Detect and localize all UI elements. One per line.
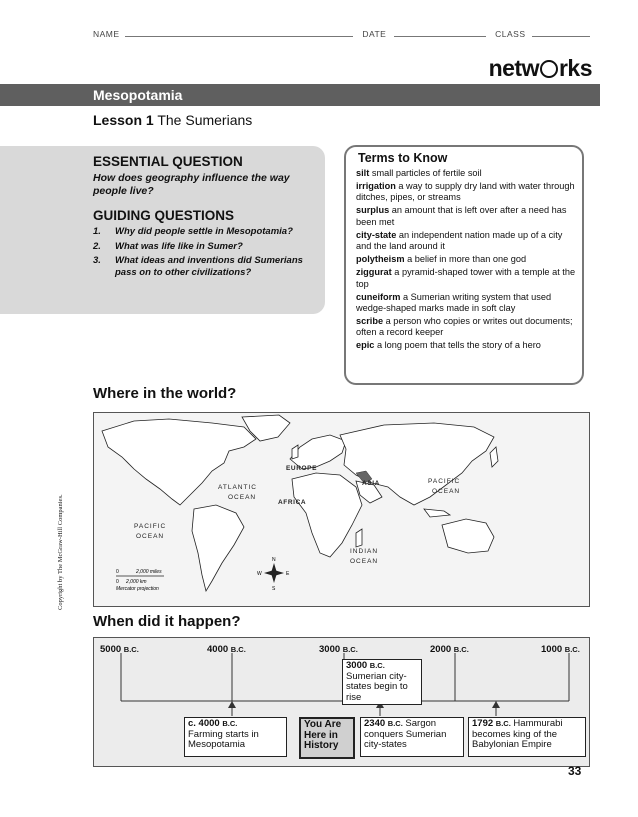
svg-text:N: N bbox=[272, 557, 276, 563]
term-entry: irrigation a way to supply dry land with water through ditches, pipes, or streams bbox=[356, 181, 575, 203]
date-field[interactable] bbox=[394, 27, 486, 37]
guiding-question: 2. What was life like in Sumer? bbox=[93, 240, 243, 252]
event-2340bc: 2340 B.C. Sargon conquers Sumerian city-states bbox=[360, 717, 464, 757]
svg-text:2,000 miles: 2,000 miles bbox=[136, 569, 162, 575]
copyright-notice: Copyright by The McGraw-Hill Companies. bbox=[57, 494, 64, 610]
term-entry: cuneiform a Sumerian writing system that used wedge-shaped marks made in soft clay bbox=[356, 291, 552, 314]
term-entry: scribe a person who copies or writes out documents; often a record keeper bbox=[356, 316, 573, 338]
term-entry: ziggurat a pyramid-shaped tower with a temple at the top bbox=[356, 267, 576, 289]
guiding-questions-heading: GUIDING QUESTIONS bbox=[93, 208, 235, 223]
svg-text:S: S bbox=[272, 586, 276, 592]
unit-title: Mesopotamia bbox=[93, 87, 183, 103]
timeline bbox=[93, 637, 590, 767]
map-scale bbox=[116, 569, 164, 592]
label-indian-ocean: OCEAN bbox=[350, 558, 379, 565]
svg-text:2,000 km: 2,000 km bbox=[126, 579, 147, 585]
year-label: 1000 B.C. bbox=[541, 644, 580, 655]
page-number: 33 bbox=[568, 764, 582, 778]
unit-title-band bbox=[0, 84, 600, 106]
name-field[interactable] bbox=[125, 27, 353, 37]
label-pacific-west: PACIFIC bbox=[134, 523, 167, 530]
networks-logo: netw rks bbox=[488, 55, 592, 81]
class-label: CLASS bbox=[495, 29, 526, 39]
event-4000bc: c. 4000 B.C. Farming starts in Mesopotamia bbox=[184, 717, 287, 757]
student-info-header bbox=[93, 27, 590, 39]
guiding-questions-list bbox=[93, 226, 313, 281]
year-label: 3000 B.C. bbox=[319, 644, 358, 655]
north-america-shape bbox=[102, 419, 256, 505]
terms-to-know-box bbox=[344, 145, 584, 385]
when-heading: When did it happen? bbox=[93, 613, 241, 630]
label-africa: AFRICA bbox=[278, 499, 307, 506]
svg-text:0: 0 bbox=[116, 579, 119, 585]
term-entry: polytheism a belief in more than one god bbox=[356, 254, 527, 265]
year-label: 2000 B.C. bbox=[430, 644, 469, 655]
label-asia: ASIA bbox=[362, 480, 380, 487]
term-entry: epic a long poem that tells the story of a hero bbox=[356, 340, 541, 351]
year-label: 5000 B.C. bbox=[100, 644, 139, 655]
event-1792bc: 1792 B.C. Hammurabi becomes king of the Babylonian Empire bbox=[468, 717, 586, 757]
name-label: NAME bbox=[93, 29, 120, 39]
label-pacific-east: PACIFIC bbox=[428, 478, 461, 485]
label-europe: EUROPE bbox=[286, 465, 318, 472]
term-entry: silt small particles of fertile soil bbox=[356, 168, 482, 178]
svg-text:W: W bbox=[257, 571, 262, 577]
term-entry: surplus an amount that is left over after a need has been met bbox=[356, 205, 567, 227]
year-label: 4000 B.C. bbox=[207, 644, 246, 655]
date-label: DATE bbox=[362, 29, 387, 39]
class-field[interactable] bbox=[532, 27, 590, 37]
australia-shape bbox=[442, 519, 494, 553]
guiding-question: 3. What ideas and inventions did Sumerians pass on to other civilizations? bbox=[93, 255, 303, 278]
uk-shape bbox=[292, 445, 298, 459]
madagascar-shape bbox=[356, 529, 362, 547]
essential-question-panel bbox=[0, 146, 325, 314]
term-entry: city-state an independent nation made up of a city and the land around it bbox=[356, 229, 563, 252]
label-atlantic-ocean: OCEAN bbox=[228, 494, 257, 501]
svg-text:Mercator projection: Mercator projection bbox=[116, 586, 159, 592]
svg-text:E: E bbox=[286, 571, 290, 577]
guiding-question: 1. Why did people settle in Mesopotamia? bbox=[93, 226, 293, 237]
label-indian: INDIAN bbox=[350, 548, 379, 555]
svg-text:0: 0 bbox=[116, 569, 119, 575]
compass-rose-icon bbox=[257, 557, 290, 592]
label-atlantic: ATLANTIC bbox=[218, 484, 257, 491]
where-heading: Where in the world? bbox=[93, 385, 237, 402]
essential-question-heading: ESSENTIAL QUESTION bbox=[93, 154, 243, 169]
event-3000bc: 3000 B.C. Sumerian city-states begin to rise bbox=[342, 659, 422, 705]
indonesia-shape bbox=[424, 509, 450, 517]
lesson-title bbox=[93, 112, 252, 128]
essential-question-text: How does geography influence the way people live? bbox=[93, 172, 290, 197]
you-are-here-marker: You Are Here in History bbox=[299, 717, 355, 759]
world-map-graphic bbox=[94, 413, 589, 606]
lesson-name: The Sumerians bbox=[157, 112, 253, 128]
south-america-shape bbox=[192, 505, 244, 591]
label-pacific-east-ocean: OCEAN bbox=[432, 488, 461, 495]
terms-heading: Terms to Know bbox=[358, 151, 448, 165]
label-pacific-west-ocean: OCEAN bbox=[136, 533, 165, 540]
africa-shape bbox=[292, 473, 362, 557]
lesson-number: Lesson 1 bbox=[93, 112, 154, 128]
japan-shape bbox=[490, 447, 498, 467]
logo-globe-icon bbox=[540, 60, 558, 78]
world-map bbox=[93, 412, 590, 607]
